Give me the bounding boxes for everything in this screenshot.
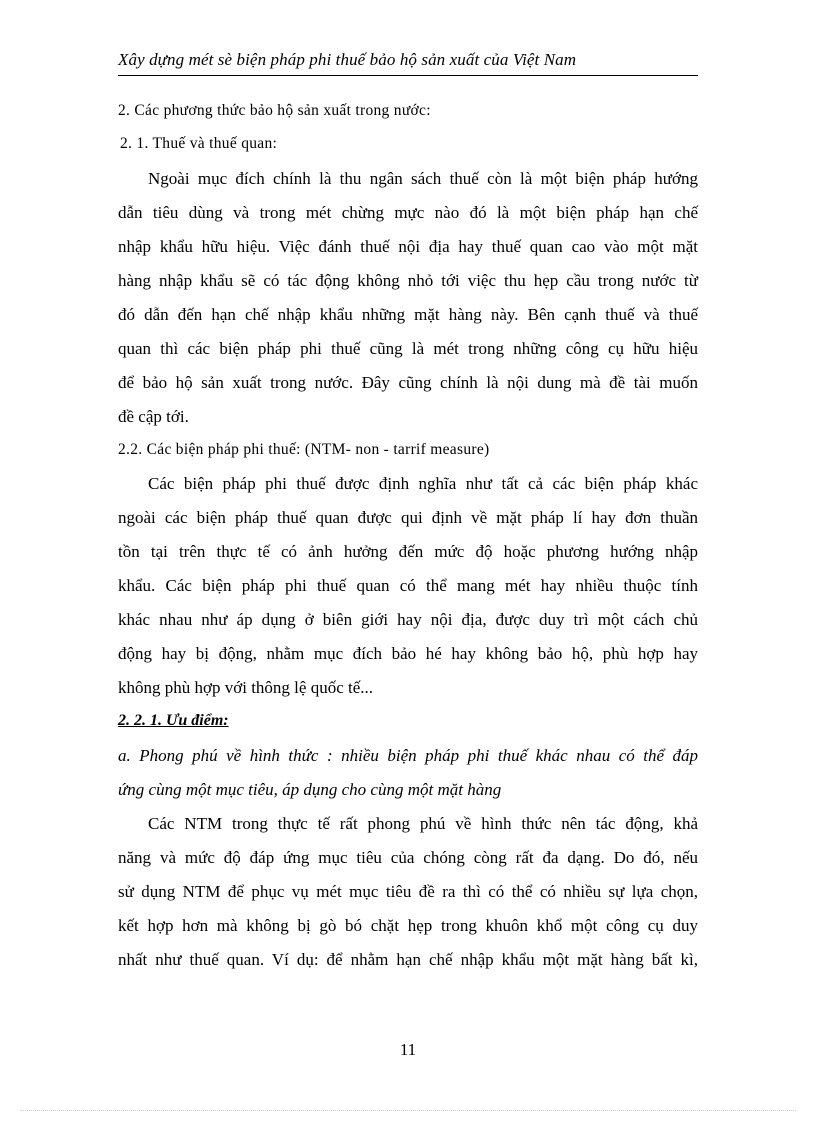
paragraph-line: Các NTM trong thực tế rất phong phú về hình thức nên tác động, khả	[148, 814, 698, 833]
section-heading-2-1: 2. 1. Thuế và thuế quan:	[120, 135, 278, 152]
paragraph-line: nhất như thuế quan. Ví dụ: để nhằm hạn chế nhập khẩu một mặt hàng bất kì,	[118, 950, 698, 969]
point-a-line: ứng cùng một mục tiêu, áp dụng cho cùng một mặt hàng	[118, 780, 502, 799]
paragraph-line: động hay bị động, nhằm mục đích bảo hé hay không bảo hộ, phù hợp hay	[118, 644, 698, 663]
paragraph-line: kết hợp hơn mà không bị gò bó chặt hẹp trong khuôn khổ một công cụ duy	[118, 916, 698, 935]
paragraph-line: quan thì các biện pháp phi thuế cũng là mét trong những công cụ hữu hiệu	[118, 339, 698, 358]
running-header: Xây dựng mét sè biện pháp phi thuế bảo hộ sản xuất của Việt Nam	[118, 50, 577, 69]
paragraph-line: đề cập tới.	[118, 407, 189, 426]
page-number: 11	[399, 1040, 417, 1059]
paragraph-line: năng và mức độ đáp ứng mục tiêu của chóng còng rất đa dạng. Do đó, nếu	[118, 848, 698, 867]
section-heading-2-2: 2.2. Các biện pháp phi thuế: (NTM- non - tarrif measure)	[118, 441, 490, 458]
page-bottom-divider	[20, 1110, 796, 1111]
section-heading-2-2-1: 2. 2. 1. Ưu điểm:	[118, 712, 229, 729]
section-heading-2: 2. Các phương thức bảo hộ sản xuất trong nước:	[118, 102, 431, 119]
paragraph-line: khẩu. Các biện pháp phi thuế quan có thể mang mét hay nhiều thuộc tính	[118, 576, 698, 595]
paragraph-line: Ngoài mục đích chính là thu ngân sách thuế còn là một biện pháp hướng	[148, 169, 698, 188]
paragraph-line: không phù hợp với thông lệ quốc tế...	[118, 678, 374, 697]
paragraph-line: tồn tại trên thực tế có ảnh hưởng đến mức độ hoặc phương hướng nhập	[118, 542, 698, 561]
paragraph-line: nhập khẩu hữu hiệu. Việc đánh thuế nội địa hay thuế quan cao vào một mặt	[118, 237, 698, 256]
paragraph-line: đó dẫn đến hạn chế nhập khẩu những mặt hàng này. Bên cạnh thuế và thuế	[118, 305, 698, 324]
paragraph-line: Các biện pháp phi thuế được định nghĩa như tất cả các biện pháp khác	[148, 474, 698, 493]
paragraph-line: sử dụng NTM để phục vụ mét mục tiêu đề ra thì có thể có nhiều sự lựa chọn,	[118, 882, 698, 901]
point-a-line: a. Phong phú về hình thức : nhiều biện pháp phi thuế khác nhau có thể đáp	[118, 746, 698, 765]
paragraph-line: để bảo hộ sản xuất trong nước. Đây cũng chính là nội dung mà đề tài muốn	[118, 373, 698, 392]
paragraph-line: khác nhau như áp dụng ở biên giới hay nội địa, được duy trì một cách chủ	[118, 610, 698, 629]
paragraph-line: hàng nhập khẩu sẽ có tác động không nhỏ tới việc thu hẹp cầu trong nước từ	[118, 271, 698, 290]
paragraph-line: ngoài các biện pháp thuế quan được qui định về mặt pháp lí hay đơn thuần	[118, 508, 698, 527]
paragraph-line: dẫn tiêu dùng và trong mét chừng mực nào đó là một biện pháp hạn chế	[118, 203, 698, 222]
header-divider	[118, 75, 698, 76]
